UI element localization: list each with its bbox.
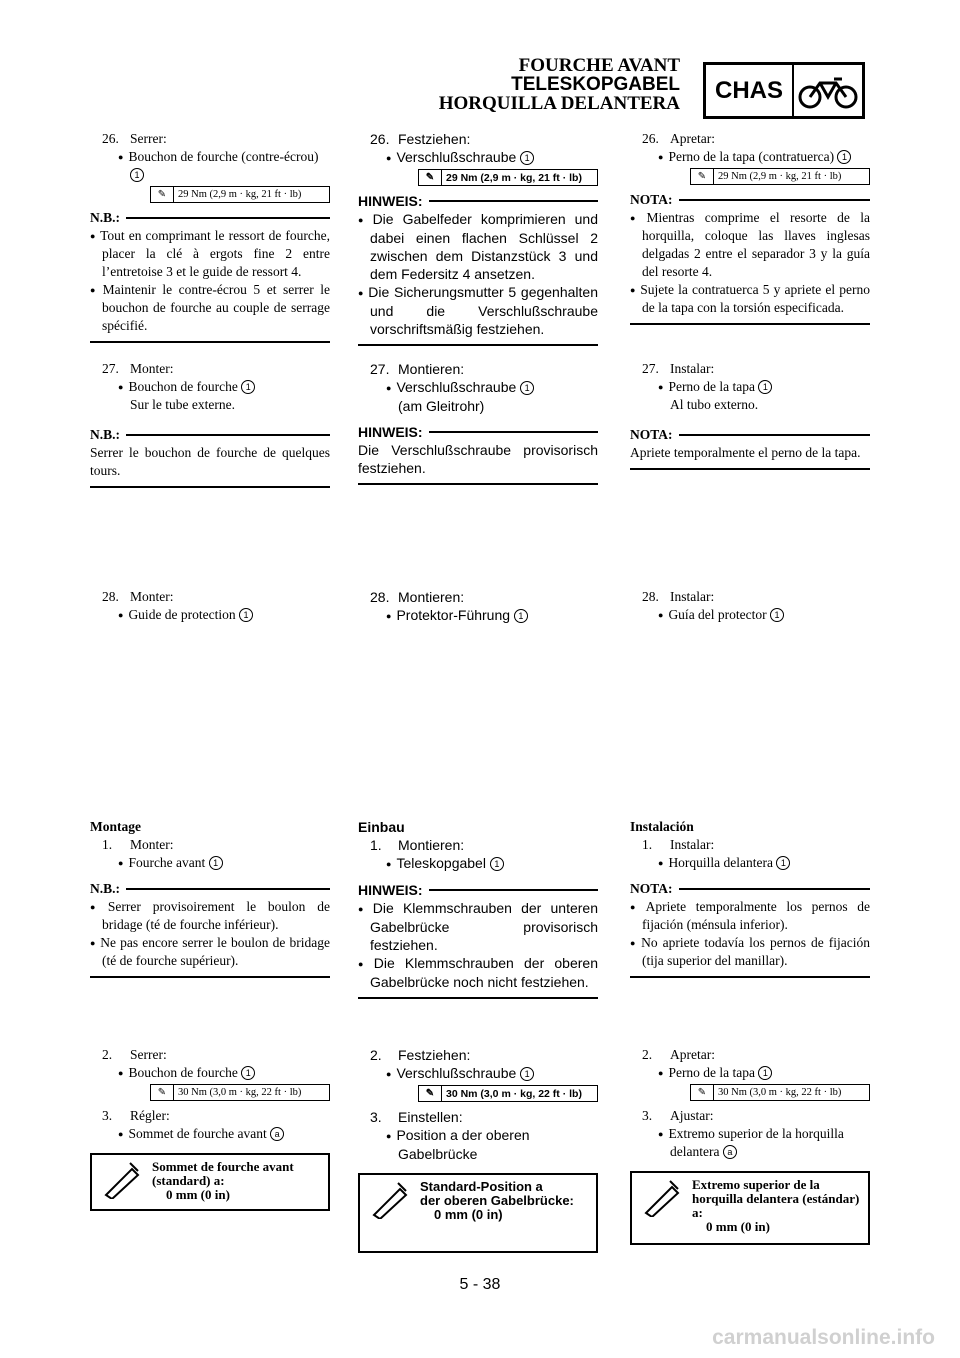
wrench-icon: ✎ xyxy=(151,187,174,202)
step-26: 26. Apretar: ● Perno de la tapa (contratuerca) 1 ✎ 29 Nm (2,9 m · kg, 21 ft · lb) NOTA: ● Mientras comprime el resorte de la horquilla, coloque las llaves inglesas delgadas 2 entre el separador 3 y la guía del resorte 4. ● Sujete la contratuerca 5 y apriete el perno de la tapa con la torsión especificada. xyxy=(630,130,870,325)
note-heading: N.B.: xyxy=(90,209,330,227)
step-adjust: 2. Festziehen: ● Verschlußschraube 1 ✎ 30 Nm (3,0 m · kg, 22 ft · lb) 3. Einstellen: ● Position a der oberen Gabelbrücke Standard-Position a der oberen Gabelbrücke: 0 mm (0 in) xyxy=(358,1046,598,1253)
section-title: Montage xyxy=(90,819,141,834)
spec-box: Sommet de fourche avant (standard) a: 0 mm (0 in) xyxy=(90,1153,330,1211)
caliper-icon xyxy=(360,1175,420,1251)
step-26: 26. Festziehen: ● Verschlußschraube 1 ✎ 29 Nm (2,9 m · kg, 21 ft · lb) HINWEIS: ● Die Gabelfeder komprimieren und dabei einen flachen Schlüssel 2 zwischen dem Distanzstück 3 und dem Federsitz 4 ansetzen. ● Die Sicherungsmutter 5 gegenhalten und die Verschlußschraube vorschriftsmäßig festziehen. xyxy=(358,130,598,346)
step-26: 26. Serrer: ● Bouchon de fourche (contre-écrou) 1 ✎ 29 Nm (2,9 m · kg, 21 ft · lb) N.B.: ● Tout en comprimant le ressort de fourche, placer la clé à ergots fine 2 entre l’entretoise 3 et le guide de ressort 4. ● Maintenir le contre-écrou 5 et serrer le bouchon de fourche au couple de serrage spécifié. xyxy=(90,130,330,343)
wrench-icon: ✎ xyxy=(419,1086,442,1101)
installation-section: Montage 1. Monter: ● Fourche avant 1 N.B.: ● Serrer provisoirement le boulon de bridage (té de fourche inférieur). ● Ne pas encore serrer le boulon de bridage (té de fourche supérieur). xyxy=(90,818,330,978)
step-27: 27. Montieren: ● Verschlußschraube 1 (am Gleitrohr) HINWEIS: Die Verschlußschraube provisorisch festziehen. xyxy=(358,360,598,485)
step-27: 27. Monter: ● Bouchon de fourche 1 Sur le tube externe. N.B.: Serrer le bouchon de fourche de quelques tours. xyxy=(90,360,330,488)
note-bullet: ● Tout en comprimant le ressort de fourche, placer la clé à ergots fine 2 entre l’entretoise 3 et le guide de ressort 4. xyxy=(90,227,330,281)
wrench-icon: ✎ xyxy=(151,1085,174,1100)
caliper-icon xyxy=(632,1173,692,1243)
spec-box: Extremo superior de la horquilla delantera (estándar) a: 0 mm (0 in) xyxy=(630,1171,870,1245)
page-number: 5 - 38 xyxy=(459,1276,501,1293)
header-title-fr: FOURCHE AVANT xyxy=(518,55,680,76)
section-badge-label: CHAS xyxy=(706,65,794,116)
caliper-icon xyxy=(92,1155,152,1209)
note-text: Serrer le bouchon de fourche de quelques tours. xyxy=(90,445,330,478)
wrench-icon: ✎ xyxy=(691,1085,714,1100)
step-adjust: 2. Serrer: ● Bouchon de fourche 1 ✎ 30 Nm (3,0 m · kg, 22 ft · lb) 3. Régler: ● Sommet de fourche avant a Sommet de fourche avant (standard) a: 0 mm (0 in) xyxy=(90,1046,330,1211)
step-26-item: ● Bouchon de fourche (contre-écrou) 1 xyxy=(90,148,330,184)
header-title-es: HORQUILLA DELANTERA xyxy=(438,93,680,114)
note-bullet: ● Maintenir le contre-écrou 5 et serrer le bouchon de fourche au couple de serrage spécifié. xyxy=(90,281,330,335)
wrench-icon: ✎ xyxy=(691,169,714,184)
step-adjust: 2. Apretar: ● Perno de la tapa 1 ✎ 30 Nm (3,0 m · kg, 22 ft · lb) 3. Ajustar: ● Extremo superior de la horquilla delantera a Extremo superior de la horquilla delantera (estándar) a: 0 mm (0 in) xyxy=(630,1046,870,1245)
step-28: 28. Montieren: ● Protektor-Führung 1 xyxy=(358,588,598,625)
motorcycle-icon xyxy=(794,65,862,116)
section-badge xyxy=(703,62,865,119)
step-28: 28. Monter: ● Guide de protection 1 xyxy=(90,588,330,624)
wrench-icon: ✎ xyxy=(419,170,442,185)
step-28: 28. Instalar: ● Guía del protector 1 xyxy=(630,588,870,624)
installation-section: Einbau 1. Montieren: ● Teleskopgabel 1 HINWEIS: ● Die Klemmschrauben der unteren Gabelbrücke provisorisch festziehen. ● Die Klemmschrauben der oberen Gabelbrücke noch nicht festziehen. xyxy=(358,818,598,999)
spec-box: Standard-Position a der oberen Gabelbrücke: 0 mm (0 in) xyxy=(358,1173,598,1253)
watermark: carmanualsonline.info xyxy=(712,1326,935,1349)
header-title-de: TELESKOPGABEL xyxy=(511,74,680,95)
step-27: 27. Instalar: ● Perno de la tapa 1 Al tubo externo. NOTA: Apriete temporalmente el perno de la tapa. xyxy=(630,360,870,470)
installation-section: Instalación 1. Instalar: ● Horquilla delantera 1 NOTA: ● Apriete temporalmente los pernos de fijación (ménsula inferior). ● No apriete todavía los pernos de fijación (tija superior del manillar). xyxy=(630,818,870,978)
torque-spec: ✎ 29 Nm (2,9 m · kg, 21 ft · lb) xyxy=(150,186,330,203)
